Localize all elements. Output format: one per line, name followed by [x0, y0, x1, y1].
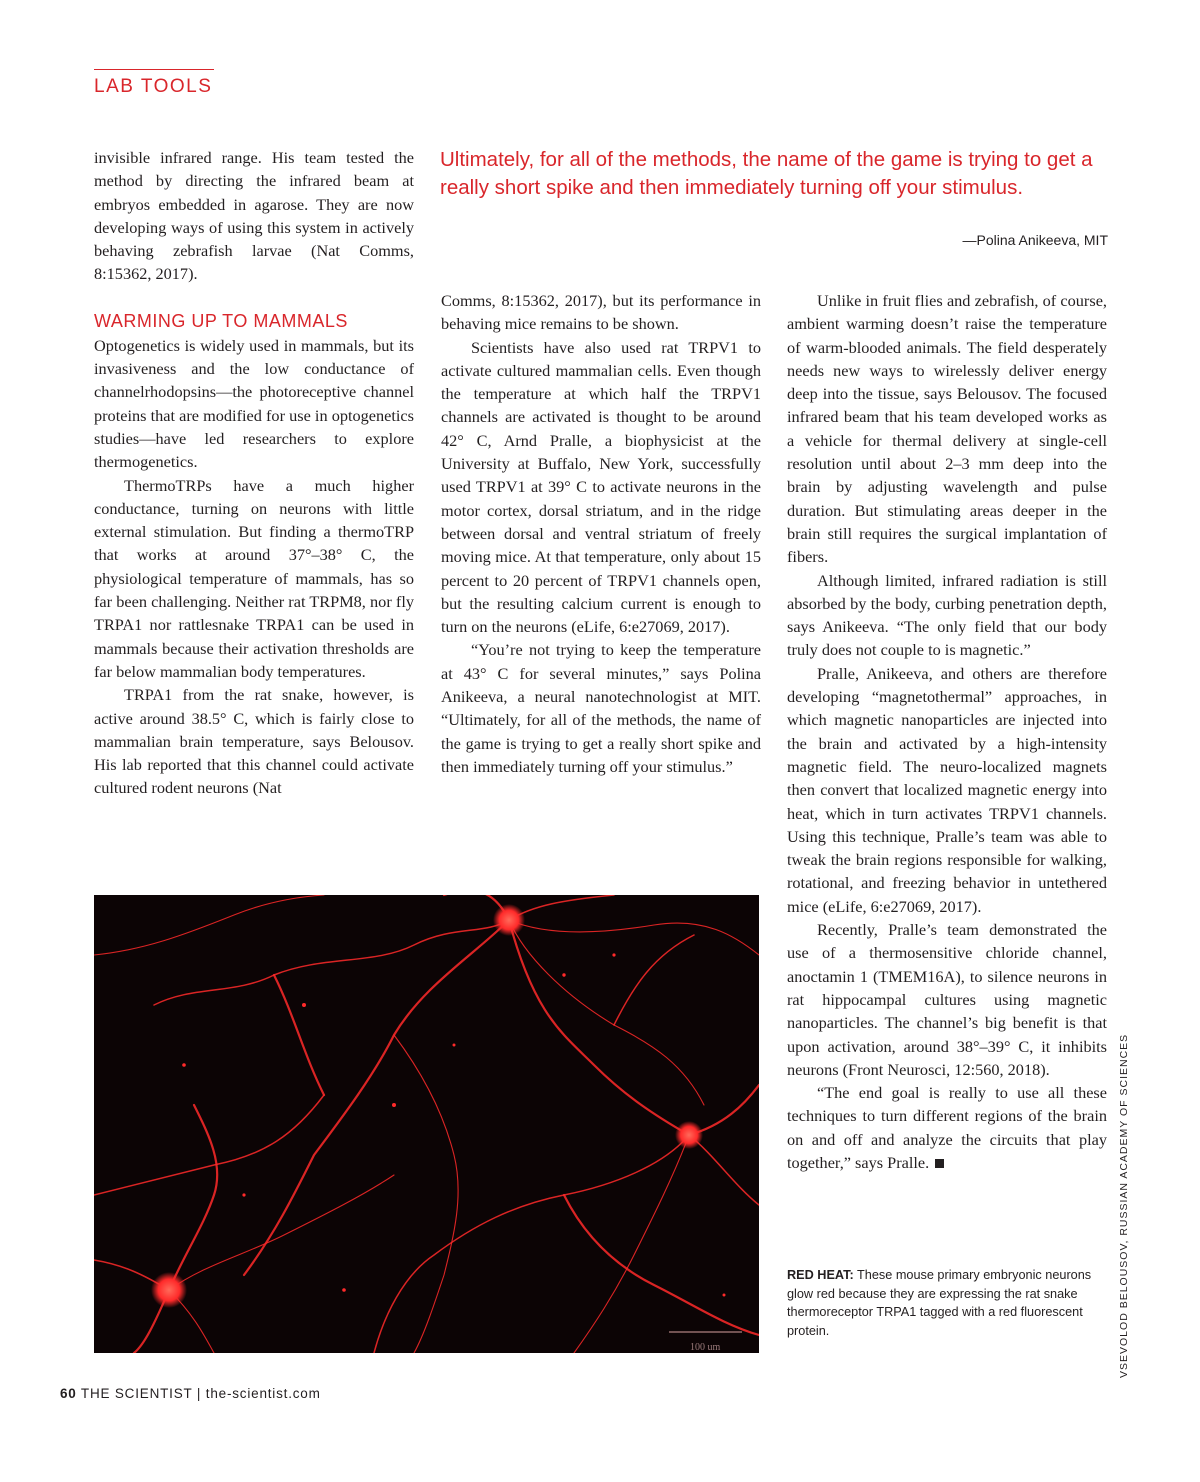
neuron-micrograph: [94, 895, 759, 1353]
page-number: 60: [60, 1386, 77, 1401]
column-3: [787, 289, 1107, 1174]
pull-quote: Ultimately, for all of the methods, the name of the game is trying to get a really short spike and then immediately turning off your stimulus.: [440, 148, 1093, 199]
paragraph: Scientists have also used rat TRPV1 to activate cultured mammalian cells. Even though the temperature at which half the TRPV1 channels are activated is thought to be around 42° C, Arnd Pralle, a biophysicist at the University at Buffalo, New York, successfully used TRPV1 at 39° C to activate neurons in the motor cortex, dorsal striatum, and in the ridge between dorsal and ventral striatum of freely moving mice. At that temperature, only about 15 percent to 20 percent of TRPV1 channels open, but the resulting calcium current is enough to turn on the neurons (eLife, 6:e27069, 2017).: [441, 337, 761, 637]
neurite: [94, 895, 324, 955]
section-label: LAB TOOLS: [94, 76, 213, 97]
neurite: [274, 975, 324, 1095]
footer-separator: |: [192, 1386, 206, 1401]
caption-heading: RED HEAT:: [787, 1268, 854, 1282]
neurite: [689, 1135, 759, 1205]
fluorescent-puncta: [612, 953, 615, 956]
paragraph: Optogenetics is widely used in mammals, but its invasiveness and the low conductance of channelrhodopsins—the photoreceptive channel proteins that are modified for use in optogenetics studies—have led researchers to explore thermogenetics.: [94, 335, 414, 472]
section-rule: [94, 69, 214, 70]
fluorescent-puncta: [342, 1288, 346, 1292]
figure-caption: [787, 1266, 1112, 1340]
neurite: [169, 1105, 217, 1290]
caption-text: These mouse primary embryonic neurons glow red because they are expressing the rat snake thermoreceptor TRPA1 tagged with a red fluorescent protein.: [787, 1268, 1092, 1338]
scale-bar-label: 100 um: [690, 1342, 721, 1353]
neurite: [94, 1095, 324, 1195]
neurite: [509, 920, 759, 955]
paragraph: [787, 1081, 1107, 1174]
fluorescent-puncta: [562, 973, 565, 976]
paragraph: Unlike in fruit flies and zebrafish, of course, ambient warming doesn’t raise the temperature of warm-blooded animals. The field desperately needs new ways to wirelessly deliver energy deep into the tissue, says Belousov. The focused infrared beam that his team developed works as a vehicle for thermal delivery at single-cell resolution until about 2–3 mm deep into the brain by adjusting wavelength and pulse duration. But stimulating areas deeper in the brain still requires the surgical implantation of fibers.: [787, 291, 1107, 567]
paragraph: Recently, Pralle’s team demonstrated the use of a thermosensitive chloride channel, anoctamin 1 (TMEM16A), to silence neurons in rat hippocampal cultures using magnetic nanoparticles. The channel’s big benefit is that upon activation, around 38°–39° C, it inhibits neurons (Front Neurosci, 12:560, 2018).: [787, 920, 1107, 1079]
neurite: [574, 1135, 689, 1353]
neuron-illustration: [94, 895, 759, 1353]
column-2: [441, 289, 761, 778]
neurite: [509, 895, 614, 920]
photo-credit: VSEVOLOD BELOUSOV, RUSSIAN ACADEMY OF SCIENCES: [1118, 1033, 1130, 1378]
column-1: [94, 146, 414, 800]
fluorescent-puncta: [182, 1063, 186, 1067]
neuron-soma: [493, 904, 525, 936]
end-mark-icon: [935, 1159, 944, 1168]
neurite: [394, 1035, 458, 1353]
paragraph: Although limited, infrared radiation is still absorbed by the body, curbing penetration depth, says Anikeeva. “The only field that our body truly does not couple to is magnetic.”: [787, 570, 1107, 660]
paragraph: Pralle, Anikeeva, and others are therefore developing “magnetothermal” approaches, in which magnetic nanoparticles are injected into the brain and activated by a high-intensity magnetic field. The neuro-localized magnets then convert that localized magnetic energy into heat, which in turn activates TRPV1 channels. Using this technique, Pralle’s team was able to tweak the brain regions responsible for walking, rotational, and freezing behavior in untethered mice (eLife, 6:e27069, 2017).: [787, 663, 1107, 916]
neurite: [509, 920, 689, 1135]
publication-name: THE SCIENTIST: [76, 1386, 193, 1401]
neurite: [564, 1195, 759, 1335]
paragraph: Comms, 8:15362, 2017), but its performance in behaving mice remains to be shown.: [441, 291, 761, 334]
fluorescent-puncta: [453, 1044, 456, 1047]
paragraph-text: “The end goal is really to use all these techniques to turn different regions of the brain on and off and analyze the circuits that play together,” says Pralle.: [787, 1083, 1107, 1172]
pull-quote-attribution: —Polina Anikeeva, MIT: [962, 232, 1108, 248]
subheading: WARMING UP TO MAMMALS: [94, 310, 348, 331]
neurite: [614, 935, 694, 1025]
website: the-scientist.com: [205, 1386, 321, 1401]
neurite: [244, 920, 509, 1275]
neuron-soma: [151, 1272, 187, 1308]
page-footer: [60, 1386, 321, 1401]
neurite: [169, 1175, 394, 1290]
fluorescent-puncta: [242, 1193, 245, 1196]
neurite: [374, 1135, 689, 1353]
fluorescent-puncta: [392, 1103, 396, 1107]
paragraph: invisible infrared range. His team tested the method by directing the infrared beam at embryos embedded in agarose. They are now developing ways of using this system in actively behaving zebrafish larvae (Nat Comms, 8:15362, 2017).: [94, 148, 414, 284]
paragraph: “You’re not trying to keep the temperature at 43° C for several minutes,” says Polina Anikeeva, a neural nanotechnologist at MIT. “Ultimately, for all of the methods, the name of the game is trying to get a really short spike and then immediately turning off your stimulus.”: [441, 640, 761, 776]
neuron-soma: [675, 1121, 703, 1149]
paragraph: ThermoTRPs have a much higher conductance, turning on neurons with little external stimulation. But finding a thermoTRP that works at around 37°–38° C, the physiological temperature of mammals, has so far been challenging. Neither rat TRPM8, nor fly TRPA1 nor rattlesnake TRPA1 can be used in mammals because their activation thresholds are far below mammalian body temperatures.: [94, 475, 414, 681]
fluorescent-puncta: [302, 1003, 306, 1007]
paragraph: TRPA1 from the rat snake, however, is active around 38.5° C, which is fairly close to mammalian brain temperature, says Belousov. His lab reported that this channel could activate cultured rodent neurons (Nat: [94, 685, 414, 798]
fluorescent-puncta: [723, 1294, 726, 1297]
neurite: [154, 920, 509, 1005]
